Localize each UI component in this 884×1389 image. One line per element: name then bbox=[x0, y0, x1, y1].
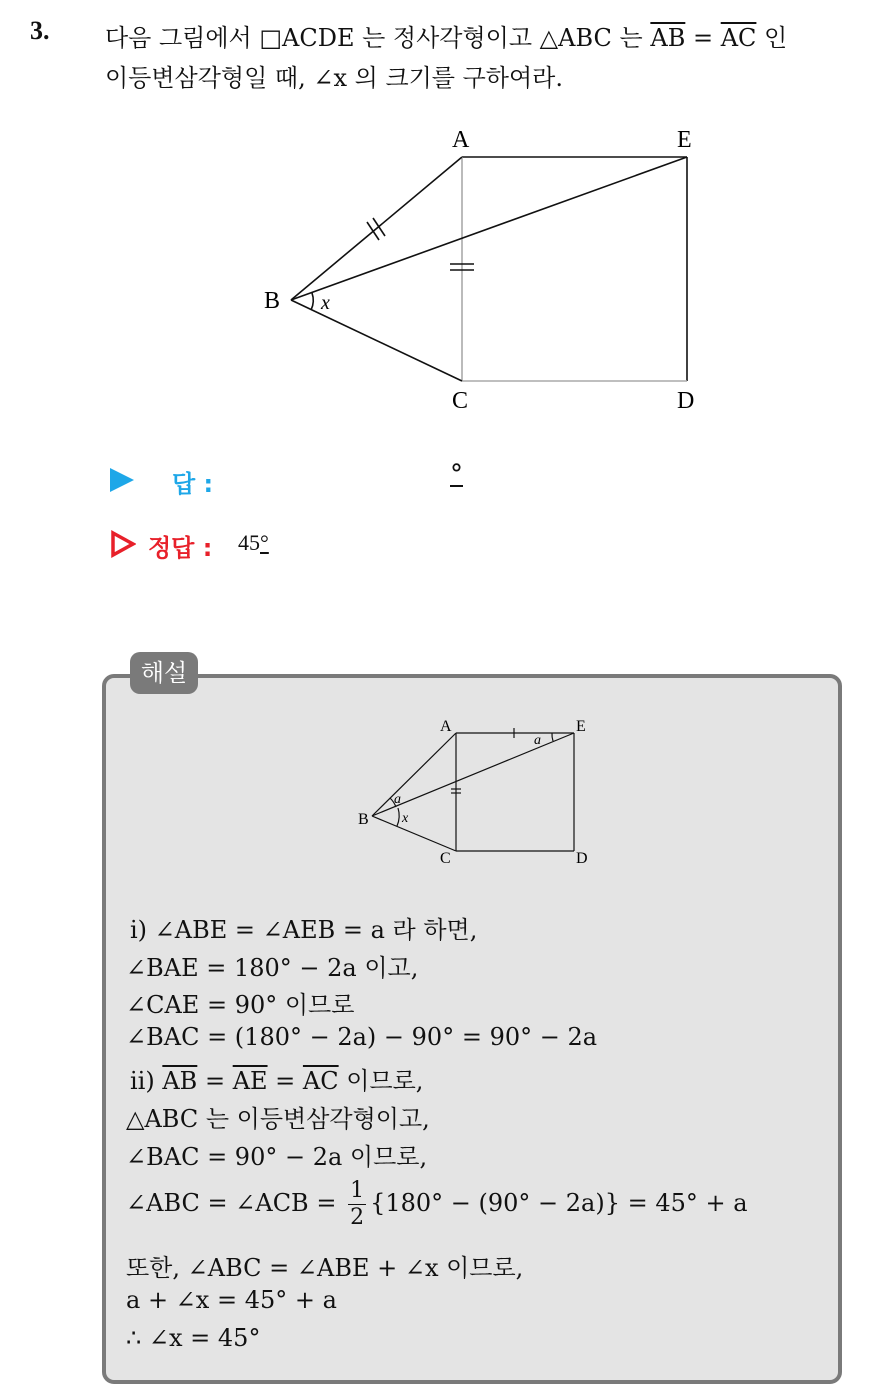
solution-line-7: ∠BAC = 90° − 2a 이므로, bbox=[126, 1143, 428, 1171]
fraction-numerator: 1 bbox=[350, 1178, 365, 1203]
outline-triangle-icon bbox=[110, 530, 136, 558]
fraction-one-half bbox=[348, 1180, 366, 1229]
question-text-part: 인 bbox=[756, 24, 788, 52]
equals-sign: = bbox=[685, 24, 721, 52]
fraction-denominator: 2 bbox=[350, 1205, 365, 1230]
question-text-part: 다음 그림에서 □ACDE 는 정사각형이고 △ABC 는 bbox=[105, 24, 651, 52]
segment-ac: $\overline{AC}$ bbox=[720, 24, 757, 52]
label-angle-x: x bbox=[321, 292, 330, 314]
question-number: 3. bbox=[30, 16, 50, 45]
sol-label-angle-a-e: a bbox=[534, 733, 541, 748]
side-ab bbox=[291, 157, 462, 300]
answer-label: 답 : bbox=[172, 470, 214, 498]
segment-ac: $\overline{AC}$ bbox=[302, 1067, 339, 1095]
solution-line-11: ∴ ∠x = 45° bbox=[126, 1324, 261, 1352]
solution-text-part: 이므로, bbox=[338, 1067, 424, 1095]
label-d: D bbox=[677, 388, 695, 414]
correct-answer-label: 정답 : bbox=[148, 534, 213, 562]
sol-label-d: D bbox=[576, 850, 588, 867]
correct-answer-number: 45 bbox=[238, 530, 260, 555]
sol-label-angle-x: x bbox=[402, 811, 409, 826]
solution-line-8 bbox=[126, 1180, 748, 1229]
label-c: C bbox=[452, 388, 469, 414]
sol-label-a: A bbox=[440, 718, 452, 735]
label-b: B bbox=[264, 288, 281, 314]
solution-tag: 해설 bbox=[130, 652, 198, 694]
label-a: A bbox=[452, 127, 470, 153]
sol-label-angle-a-b: a bbox=[394, 792, 401, 807]
label-e: E bbox=[677, 127, 692, 153]
equals-sign: = bbox=[197, 1067, 233, 1095]
solution-line-10: a + ∠x = 45° + a bbox=[126, 1286, 337, 1314]
line-be bbox=[291, 157, 687, 300]
solution-figure bbox=[0, 700, 884, 880]
segment-ab: $\overline{AB}$ bbox=[162, 1067, 198, 1095]
segment-ab: $\overline{AB}$ bbox=[650, 24, 686, 52]
segment-ae: $\overline{AE}$ bbox=[232, 1067, 268, 1095]
solution-line-4: ∠BAC = (180° − 2a) − 90° = 90° − 2a bbox=[126, 1023, 598, 1051]
solution-line-9: 또한, ∠ABC = ∠ABE + ∠x 이므로, bbox=[126, 1254, 524, 1282]
solution-text-part: ⅱ) bbox=[130, 1067, 163, 1095]
solution-line-2: ∠BAE = 180° − 2a 이고, bbox=[126, 954, 419, 982]
correct-answer-value bbox=[238, 530, 269, 556]
play-triangle-icon bbox=[110, 468, 134, 492]
angle-x-arc bbox=[311, 293, 313, 310]
question-text-line2: 이등변삼각형일 때, ∠x 의 크기를 구하여라. bbox=[105, 64, 563, 92]
equals-sign: = bbox=[267, 1067, 303, 1095]
solution-line-6: △ABC 는 이등변삼각형이고, bbox=[126, 1105, 430, 1133]
geometry-figure bbox=[0, 0, 884, 430]
sol-label-c: C bbox=[440, 850, 451, 867]
solution-line-5 bbox=[130, 1061, 423, 1096]
correct-answer-unit: ° bbox=[260, 530, 269, 555]
solution-text-part: ∠ABC = ∠ACB = bbox=[126, 1189, 345, 1217]
solution-line-1: ⅰ) ∠ABE = ∠AEB = a 라 하면, bbox=[130, 916, 478, 944]
sol-label-e: E bbox=[576, 718, 586, 735]
side-bc bbox=[291, 300, 462, 381]
solution-text-part: {180° − (90° − 2a)} = 45° + a bbox=[370, 1189, 748, 1217]
answer-input-unit[interactable]: ° bbox=[450, 460, 463, 490]
sol-label-b: B bbox=[358, 811, 369, 828]
solution-line-3: ∠CAE = 90° 이므로 bbox=[126, 991, 355, 1019]
